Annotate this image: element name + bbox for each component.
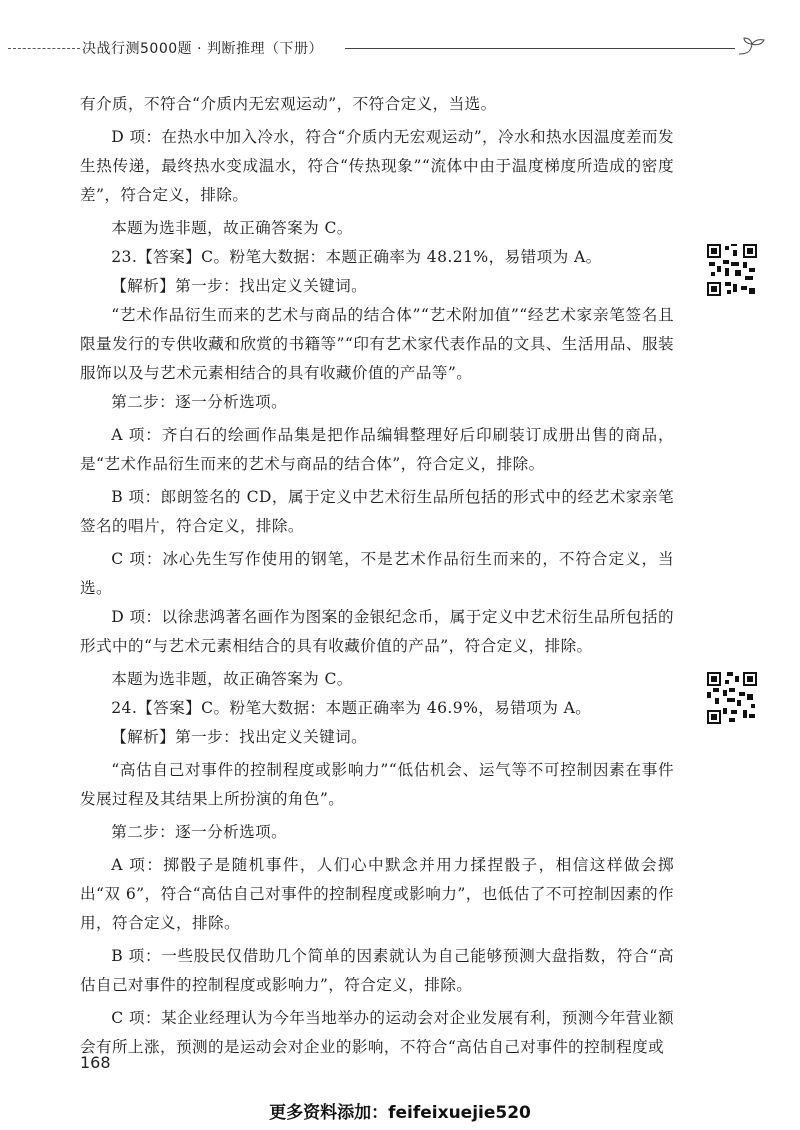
sprout-icon: [737, 36, 767, 58]
option-a: A 项：齐白石的绘画作品集是把作品编辑整理好后印刷装订成册出售的商品，是“艺术作品衍生而来的艺术与商品的结合体”，符合定义，排除。: [80, 426, 674, 473]
paragraph: 有介质，不符合“介质内无宏观运动”，不符合定义，当选。: [80, 95, 497, 113]
keywords: “艺术作品衍生而来的艺术与商品的结合体”“艺术附加值”“经艺术家亲笔签名且限量发行的专供收藏和欣赏的书籍等”“印有艺术家代表作品的文具、生活用品、服装服饰以及与艺术元素相结合的具有收藏价值的产品等”。: [80, 306, 674, 382]
analysis-step-2: 第二步：逐一分析选项。: [111, 393, 288, 411]
footer-prefix: 更多资料添加：: [269, 1103, 389, 1123]
paragraph: 本题为选非题，故正确答案为 C。: [111, 219, 353, 237]
header-rule-left: [8, 48, 80, 49]
option-c: C 项：某企业经理认为今年当地举办的运动会对企业发展有利，预测今年营业额会有所上涨，预测的是运动会对企业的影响，不符合“高估自己对事件的控制程度或: [80, 1009, 674, 1056]
running-header: [0, 36, 800, 60]
page-number: 168: [80, 1053, 111, 1072]
option-d: D 项：以徐悲鸿著名画作为图案的金银纪念币，属于定义中艺术衍生品所包括的形式中的“与艺术元素相结合的具有收藏价值的产品”，符合定义，排除。: [80, 608, 674, 655]
paragraph: D 项：在热水中加入冷水，符合“介质内无宏观运动”，冷水和热水因温度差而发生热传递，最终热水变成温水，符合“传热现象”“流体中由于温度梯度所造成的密度差”，符合定义，排除。: [80, 128, 674, 204]
qr-code-icon[interactable]: [707, 672, 757, 724]
keywords: “高估自己对事件的控制程度或影响力”“低估机会、运气等不可控制因素在事件发展过程及其结果上所扮演的角色”。: [80, 761, 674, 808]
page-body: [80, 90, 674, 1062]
option-c: C 项：冰心先生写作使用的钢笔，不是艺术作品衍生而来的，不符合定义，当选。: [80, 550, 674, 597]
analysis-step-2: 第二步：逐一分析选项。: [111, 823, 288, 841]
answer-line-23: 23.【答案】C。粉笔大数据：本题正确率为 48.21%，易错项为 A。: [111, 248, 602, 266]
analysis-step-1: 【解析】第一步：找出定义关键词。: [111, 277, 368, 295]
book-title: 决战行测5000题 · 判断推理（下册）: [82, 41, 323, 57]
footer-promo: [0, 1098, 800, 1123]
qr-code-icon[interactable]: [707, 244, 757, 296]
paragraph: 本题为选非题，故正确答案为 C。: [111, 670, 353, 688]
answer-line-24: 24.【答案】C。粉笔大数据：本题正确率为 46.9%，易错项为 A。: [111, 699, 592, 717]
analysis-step-1: 【解析】第一步：找出定义关键词。: [111, 728, 368, 746]
footer-handle: feifeixuejie520: [388, 1103, 531, 1123]
header-rule-right: [345, 48, 735, 49]
option-b: B 项：郎朗签名的 CD，属于定义中艺术衍生品所包括的形式中的经艺术家亲笔签名的唱片，符合定义，排除。: [80, 488, 674, 535]
option-b: B 项：一些股民仅借助几个简单的因素就认为自己能够预测大盘指数，符合“高估自己对事件的控制程度或影响力”，符合定义，排除。: [80, 947, 674, 994]
option-a: A 项：掷骰子是随机事件，人们心中默念并用力揉捏骰子，相信这样做会掷出“双 6”，符合“高估自己对事件的控制程度或影响力”，也低估了不可控制因素的作用，符合定义，排除。: [80, 856, 674, 932]
